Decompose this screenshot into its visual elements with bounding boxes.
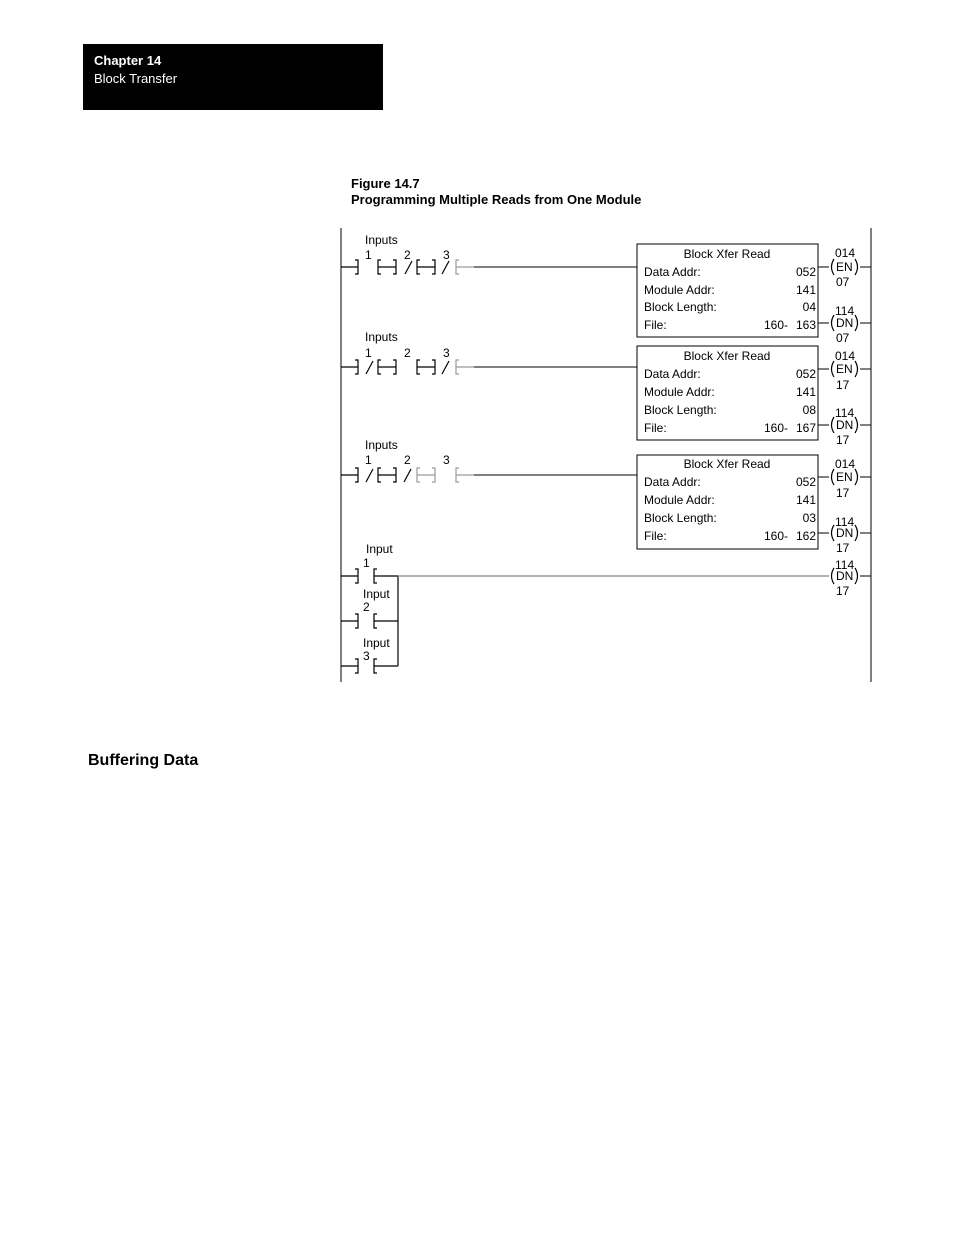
inputs-label: Inputs [365,233,398,247]
en-address: 014 [835,246,856,260]
module-addr-label: Module Addr: [644,493,715,507]
block-length-label: Block Length: [644,403,717,417]
contact-number-2: 2 [404,346,411,360]
input-1-label: Input [366,542,393,556]
data-addr-value: 052 [795,265,816,279]
block-length-label: Block Length: [644,300,717,314]
contact-number-1: 1 [365,453,372,467]
dn-label: DN [836,418,854,432]
dn-coil-left [832,568,835,584]
dn-coil-left [832,525,835,541]
input-2-label: Input [363,587,390,601]
module-addr-value: 141 [795,493,816,507]
dn-label: DN [836,316,854,330]
module-addr-value: 141 [795,283,816,297]
en-coil-left [832,361,835,377]
input-contacts [341,468,411,482]
file-start: 160- [763,318,788,332]
dn-address: 114 [835,515,855,529]
en-bit: 07 [836,275,850,289]
en-coil-right [855,361,858,377]
file-end: 167 [795,421,816,435]
dn-coil-right [855,417,858,433]
en-bit: 17 [836,378,850,392]
dn-address: 114 [835,558,855,572]
en-label: EN [836,260,853,274]
dn-coil-right [855,315,858,331]
input-contact-3 [456,260,474,274]
en-label: EN [836,362,853,376]
section-heading: Buffering Data [88,752,199,769]
input-contact-3 [417,468,474,482]
file-label: File: [644,318,667,332]
input-contact-3 [456,360,474,374]
contact-number-3: 3 [443,453,450,467]
module-addr-label: Module Addr: [644,283,715,297]
contact-number-1: 1 [365,346,372,360]
block-title: Block Xfer Read [683,457,771,471]
contact-number-3: 3 [443,346,450,360]
figure-number: Figure 14.7 [351,176,420,191]
rung-2 [341,330,871,447]
contact-number-3: 3 [443,248,450,262]
dn-address: 114 [835,406,855,420]
en-bit: 17 [836,486,850,500]
en-label: EN [836,470,853,484]
inputs-label: Inputs [365,330,398,344]
data-addr-label: Data Addr: [644,367,701,381]
block-length-value: 08 [802,403,816,417]
module-addr-label: Module Addr: [644,385,715,399]
chapter-number: Chapter 14 [94,53,162,68]
file-start: 160- [763,529,788,543]
dn-bit: 17 [836,584,850,598]
en-coil-right [855,259,858,275]
dn-bit: 07 [836,331,850,345]
contact-number-2: 2 [404,453,411,467]
file-end: 163 [795,318,816,332]
dn-coil-left [832,417,835,433]
input-3-number: 3 [363,649,370,663]
block-title: Block Xfer Read [683,247,771,261]
dn-label: DN [836,569,854,583]
rung-1 [341,233,871,345]
input-1-number: 1 [363,556,370,570]
en-coil-right [855,469,858,485]
inputs-label: Inputs [365,438,398,452]
dn-bit: 17 [836,433,850,447]
input-2-number: 2 [363,600,370,614]
en-address: 014 [835,349,856,363]
file-end: 162 [795,529,816,543]
input-contacts [341,360,449,374]
chapter-title: Block Transfer [94,71,178,86]
dn-address: 114 [835,304,855,318]
file-label: File: [644,421,667,435]
figure-title: Programming Multiple Reads from One Module [351,192,642,207]
input-contacts [341,260,449,274]
block-length-value: 03 [802,511,816,525]
module-addr-value: 141 [795,385,816,399]
block-length-value: 04 [802,300,816,314]
rung-3 [341,438,871,555]
dn-label: DN [836,526,854,540]
block-title: Block Xfer Read [683,349,771,363]
dn-coil-right [855,568,858,584]
rung-4 [341,542,871,673]
en-address: 014 [835,457,856,471]
input-3-label: Input [363,636,390,650]
data-addr-label: Data Addr: [644,265,701,279]
file-start: 160- [763,421,788,435]
contact-number-1: 1 [365,248,372,262]
file-label: File: [644,529,667,543]
dn-coil-left [832,315,835,331]
contact-number-2: 2 [404,248,411,262]
en-coil-left [832,259,835,275]
block-length-label: Block Length: [644,511,717,525]
en-coil-left [832,469,835,485]
dn-coil-right [855,525,858,541]
data-addr-value: 052 [795,367,816,381]
dn-bit: 17 [836,541,850,555]
data-addr-label: Data Addr: [644,475,701,489]
data-addr-value: 052 [795,475,816,489]
